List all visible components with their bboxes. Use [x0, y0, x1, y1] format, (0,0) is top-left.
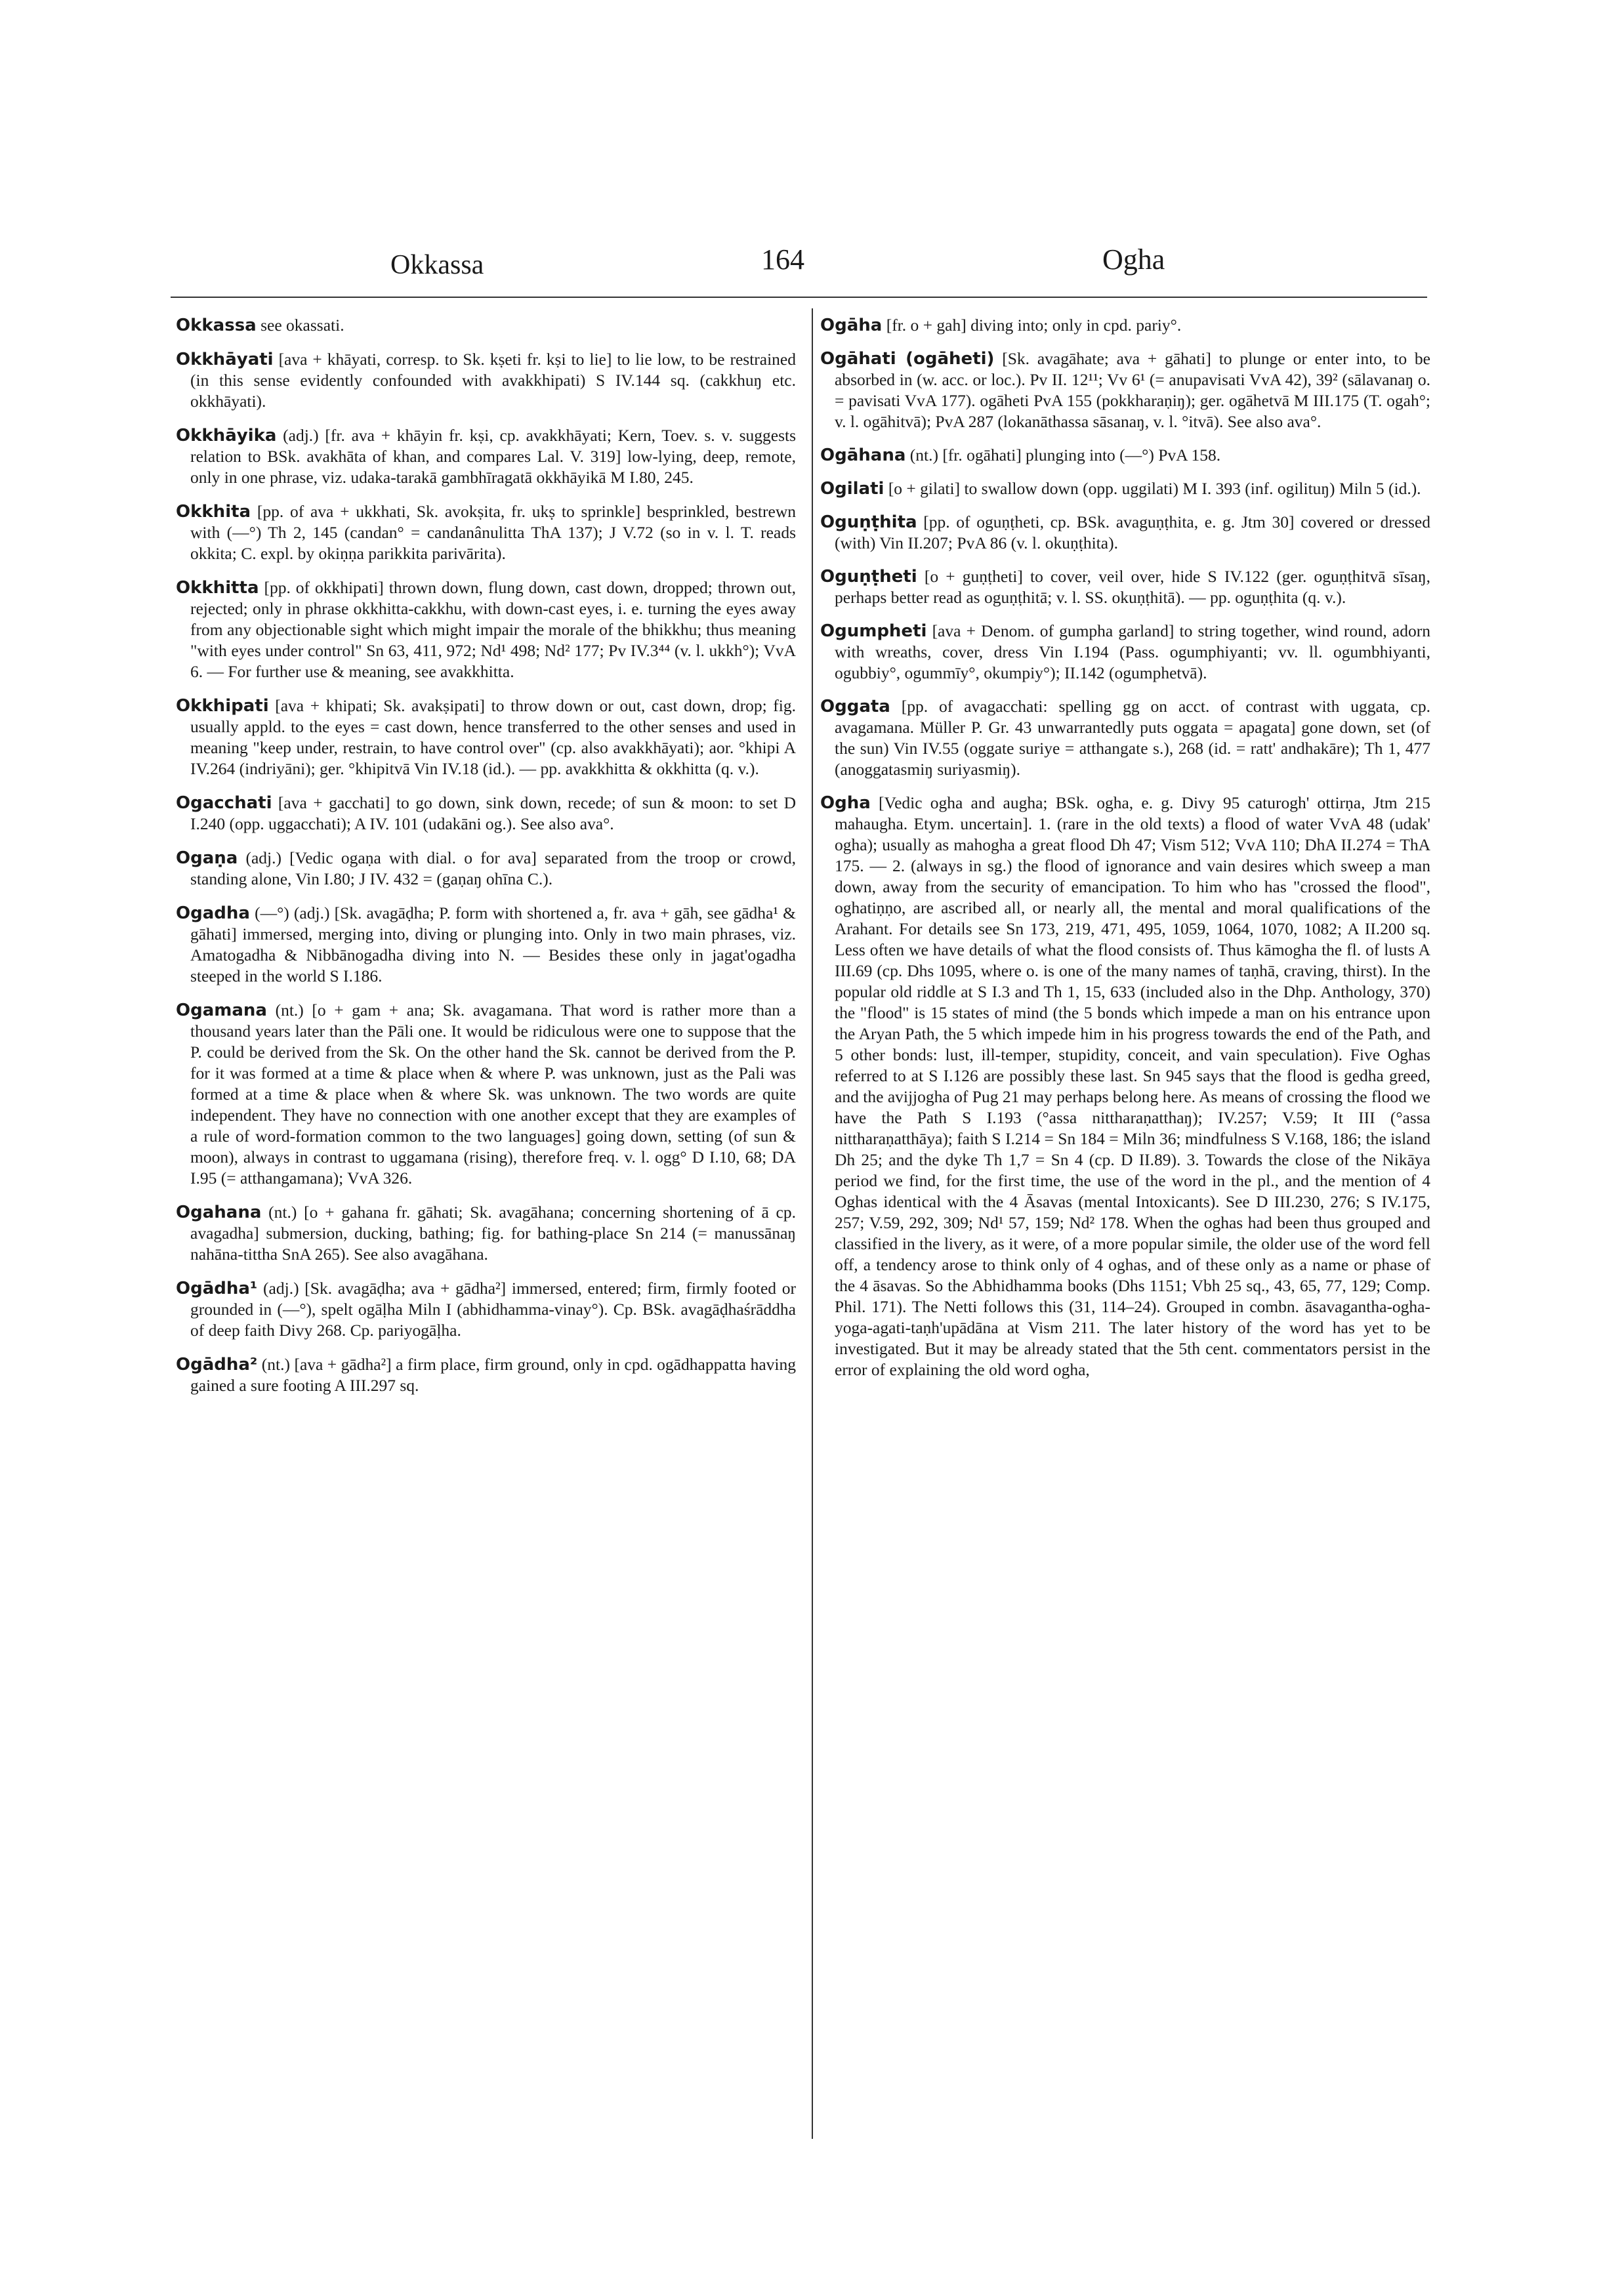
entry-text: [Sk. avagāhate; ava + gāhati] to plunge or enter into, to be absorbed in (w. acc. or loc.). Pv II. 12¹¹; Vv 6¹ (= anupavisati VvA 42), 39² (sālavanaŋ o. = pavisati VvA 177). ogāheti PvA 155 (pokkharaṇiŋ); ger. ogāhetvā M III.175 (T. ogah°; v. l. ogāhitvā); PvA 287 (lokanāthassa sāsanaŋ, v. l. °itvā). See also ava°. — [835, 349, 1430, 431]
entry-text: (nt.) [fr. ogāhati] plunging into (—°) PvA 158. — [906, 445, 1221, 465]
entry-text: [pp. of okkhipati] thrown down, flung down, cast down, dropped; thrown out, rejected; only in phrase okkhitta-cakkhu, with down-cast eyes, i. e. turning the eyes away from any objectionable sight which might impair the morale of the bhikkhu; thus meaning "with eyes under control" Sn 63, 411, 972; Nd¹ 498; Nd² 177; Pv IV.3⁴⁴ (v. l. ukkh°); VvA 6. — For further use & meaning, see avakkhitta. — [190, 578, 796, 681]
column-divider — [812, 308, 813, 2139]
entry-text: (nt.) [ava + gādha²] a firm place, firm ground, only in cpd. ogādhappatta having gained a sure footing A III.297 sq. — [190, 1355, 796, 1395]
dictionary-entry — [820, 566, 1430, 608]
entry-headword: Okkhita — [176, 502, 251, 522]
entry-text: [pp. of avagacchati: spelling gg on acct. of contrast with uggata, cp. avagamana. Müller P. Gr. 43 unwarrantedly puts oggata = apagata] gone down, set (of the sun) Vin IV.55 (oggate suriye = atthangate s.), 268 (id. = ratt' andhakāre); Th 1, 477 (anoggatasmiŋ suriyasmiŋ). — [835, 697, 1430, 779]
dictionary-entry — [176, 848, 796, 890]
dictionary-entry — [176, 695, 796, 779]
entry-text: (—°) (adj.) [Sk. avagāḍha; P. form with shortened a, fr. ava + gāh, see gādha¹ & gāhati] immersed, merging into, diving or plunging into. Only in two main phrases, viz. Amatogadha & Nibbānogadha diving into N. — Besides these only in jagat'ogadha steeped in the world S I.186. — [190, 903, 796, 985]
entry-headword: Ogāhana — [820, 445, 906, 465]
entry-headword: Ogaṇa — [176, 848, 238, 868]
dictionary-entry — [820, 621, 1430, 684]
entry-headword: Oguṇṭheti — [820, 567, 917, 587]
header-rule — [171, 297, 1427, 298]
header-left-guideword: Okkassa — [390, 250, 484, 280]
entry-headword: Ogahana — [176, 1203, 262, 1222]
entry-headword: Ogadha — [176, 903, 250, 923]
entry-text: [ava + Denom. of gumpha garland] to string together, wind round, adorn with wreaths, cover, dress Vin I.194 (Pass. ogumphiyanti; vv. ll. ogumbhiyanti, ogubbiy°, ogummīy°, okumpiy°); II.142 (ogumphetvā). — [835, 621, 1430, 682]
entry-headword: Ogādha¹ — [176, 1279, 258, 1298]
entry-headword: Okkhitta — [176, 578, 259, 598]
entry-text: [pp. of ava + ukkhati, Sk. avokṣita, fr. ukṣ to sprinkle] besprinkled, bestrewn with (—°) Th 2, 145 (candan° = candanânulitta ThA 137); J V.72 (so in v. l. T. reads okkita; C. expl. by okiṇṇa parikkita parivārita). — [190, 502, 796, 563]
entry-text: (nt.) [o + gahana fr. gāhati; Sk. avagāhana; concerning shortening of ā cp. avagadha] submersion, ducking, bathing; fig. for bathing-place Sn 214 (= manussānaŋ nahāna-tittha SnA 265). See also avagāhana. — [190, 1203, 796, 1264]
dictionary-entry — [176, 1278, 796, 1341]
entry-headword: Oguṇṭhita — [820, 512, 917, 532]
entry-headword: Ogāhati (ogāheti) — [820, 349, 995, 369]
entry-headword: Ogumpheti — [820, 621, 927, 641]
dictionary-entry — [176, 349, 796, 412]
dictionary-entry — [176, 577, 796, 682]
entry-headword: Ogādha² — [176, 1355, 258, 1375]
entry-text: [o + gilati] to swallow down (opp. uggilati) M I. 393 (inf. ogilituŋ) Miln 5 (id.). — [884, 479, 1421, 498]
dictionary-entry — [820, 445, 1430, 466]
entry-text: [pp. of oguṇṭheti, cp. BSk. avaguṇṭhita, e. g. Jtm 30] covered or dressed (with) Vin II.207; PvA 86 (v. l. okuṇṭhita). — [835, 512, 1430, 552]
entry-headword: Oggata — [820, 697, 890, 716]
entry-text: [fr. o + gah] diving into; only in cpd. pariy°. — [882, 316, 1182, 335]
right-column — [820, 315, 1430, 1393]
dictionary-entry — [176, 425, 796, 488]
entry-text: (adj.) [Vedic ogaṇa with dial. o for ava] separated from the troop or crowd, standing alone, Vin I.80; J IV. 432 = (gaṇaŋ ohīna C.). — [190, 848, 796, 888]
dictionary-entry — [176, 903, 796, 987]
dictionary-entry — [820, 315, 1430, 336]
dictionary-entry — [820, 696, 1430, 780]
dictionary-entry — [820, 348, 1430, 432]
entry-text: [Vedic ogha and augha; BSk. ogha, e. g. Divy 95 caturogh' ottirṇa, Jtm 215 mahaugha. Etym. uncertain]. 1. (rare in the old texts) a flood of water VvA 48 (udak' ogha); usually as mahogha a great flood Dh 47; Vism 512; VvA 110; DhA II.274 = ThA 175. — 2. (always in sg.) the flood of ignorance and vain desires which sweep a man down, away from the security of emancipation. To him who has "crossed the flood", oghatiṇṇo, are ascribed all, or nearly all, the mental and moral qualifications of the Arahant. For details see Sn 173, 219, 471, 495, 1059, 1064, 1070, 1082; A II.200 sq. Less often we have details of what the flood consists of. Thus kāmogha the fl. of lusts A III.69 (cp. Dhs 1095, where o. is one of the many names of taṇhā, craving, thirst). In the popular old riddle at S I.3 and Th 1, 15, 633 (included also in the Dhp. Anthology, 370) the "flood" is 15 states of mind (the 5 bonds which impede a man on his entrance upon the Aryan Path, the 5 which impede him in his progress towards the end of the Path, and 5 other bonds: lust, ill-temper, stupidity, conceit, and vain speculation). Five Oghas referred to at S I.126 are possibly these last. Sn 945 says that the flood is gedha greed, and the avijjogha of Pug 21 may perhaps belong here. As means of crossing the flood we have the Path S I.193 (°assa nittharaṇatthaŋ); IV.257; V.59; It III (°assa nittharaṇatthāya); faith S I.214 = Sn 184 = Miln 36; mindfulness S V.168, 186; the island Dh 25; and the dyke Th 1,7 = Sn 4 (cp. D II.89). 3. Towards the close of the Nikāya period we find, for the first time, the use of the word in the pl., and the mention of 4 Oghas identical with the 4 Āsavas (mental Intoxicants). See D III.230, 276; S IV.175, 257; V.59, 292, 309; Nd¹ 57, 159; Nd² 178. When the oghas had been thus grouped and classified in the livery, as it were, of a more popular simile, the older use of the word fell off, a tendency arose to think only of 4 oghas, and of these only as a name or phase of the 4 āsavas. So the Abhidhamma books (Dhs 1151; Vbh 25 sq., 43, 65, 77, 129; Comp. Phil. 171). The Netti follows this (31, 114–24). Grouped in combn. āsavagantha-ogha-yoga-agati-taṇh'upādāna at Vism 211. The later history of the word has yet to be investigated. But it may be already stated that the 5th cent. commentators persist in the error of explaining the old word ogha, — [835, 793, 1430, 1379]
dictionary-entry — [820, 512, 1430, 554]
dictionary-entry — [176, 315, 796, 336]
entry-headword: Okkhipati — [176, 696, 269, 716]
dictionary-entry — [176, 1000, 796, 1189]
entry-text: see okassati. — [256, 316, 344, 335]
dictionary-entry — [820, 478, 1430, 499]
entry-headword: Ogacchati — [176, 793, 272, 813]
dictionary-entry — [176, 1202, 796, 1265]
entry-headword: Ogilati — [820, 479, 885, 499]
entry-text: (adj.) [fr. ava + khāyin fr. kṣi, cp. avakkhāyati; Kern, Toev. s. v. suggests relation to BSk. avakhāta of khan, and compares Lal. V. 319] low-lying, deep, remote, only in one phrase, viz. udaka-tarakā gambhīragatā okkhāyikā M I.80, 245. — [190, 426, 796, 487]
entry-text: [ava + gacchati] to go down, sink down, recede; of sun & moon: to set D I.240 (opp. uggacchati); A IV. 101 (udakāni og.). See also ava°. — [190, 793, 796, 833]
entry-headword: Okkassa — [176, 316, 257, 335]
entry-headword: Okkhāyati — [176, 350, 274, 369]
entry-text: (nt.) [o + gam + ana; Sk. avagamana. That word is rather more than a thousand years later than the Pāli one. It would be ridiculous were one to suppose that the P. could be derived from the Sk. On the other hand the Sk. cannot be derived from the P. for it was formed at a time & place when & where P. was unknown, just as the Pali was formed at a time & place when & where Sk. was unknown. The two words are quite independent. They have no connection with one another except that they are examples of a rule of word-formation common to the two languages] going down, setting (of sun & moon), always in contrast to uggamana (rising), therefore freq. v. l. ogg° D I.10, 68; DA I.95 (= atthangamana); VvA 326. — [190, 1001, 796, 1188]
entry-headword: Okkhāyika — [176, 426, 277, 445]
entry-text: [ava + khāyati, corresp. to Sk. kṣeti fr. kṣi to lie] to lie low, to be restrained (in this sense evidently confounded with avakkhipati) S IV.144 sq. (cakkhuŋ etc. okkhāyati). — [190, 350, 796, 411]
entry-headword: Ogha — [820, 793, 871, 813]
entry-headword: Ogamana — [176, 1001, 267, 1020]
dictionary-entry — [820, 793, 1430, 1380]
entry-text: [o + guṇṭheti] to cover, veil over, hide S IV.122 (ger. oguṇṭhitvā sīsaŋ, perhaps better read as oguṇṭhitā; v. l. SS. okuṇṭhitā). — pp. oguṇṭhita (q. v.). — [835, 567, 1430, 607]
dictionary-entry — [176, 501, 796, 564]
entry-text: [ava + khipati; Sk. avakṣipati] to throw down or out, cast down, drop; fig. usually appld. to the eyes = cast down, hence transferred to the other senses and used in meaning "keep under, restrain, to have control over" (cp. also avakkhāyati); aor. °khipi A IV.264 (indriyāni); ger. °khipitvā Vin IV.18 (id.). — pp. avakkhitta & okkhitta (q. v.). — [190, 696, 796, 778]
page-header — [0, 243, 1624, 295]
entry-text: (adj.) [Sk. avagāḍha; ava + gādha²] immersed, entered; firm, firmly footed or grounded in (—°), spelt ogāḷha Miln I (abhidhamma-vinay°). Cp. BSk. avagāḍhaśrāddha of deep faith Divy 268. Cp. pariyogāḷha. — [190, 1279, 796, 1340]
header-right-guideword: Ogha — [1102, 243, 1165, 276]
dictionary-entry — [176, 793, 796, 835]
left-column — [176, 315, 796, 1409]
page-number: 164 — [761, 243, 804, 276]
dictionary-entry — [176, 1354, 796, 1396]
entry-headword: Ogāha — [820, 316, 883, 335]
